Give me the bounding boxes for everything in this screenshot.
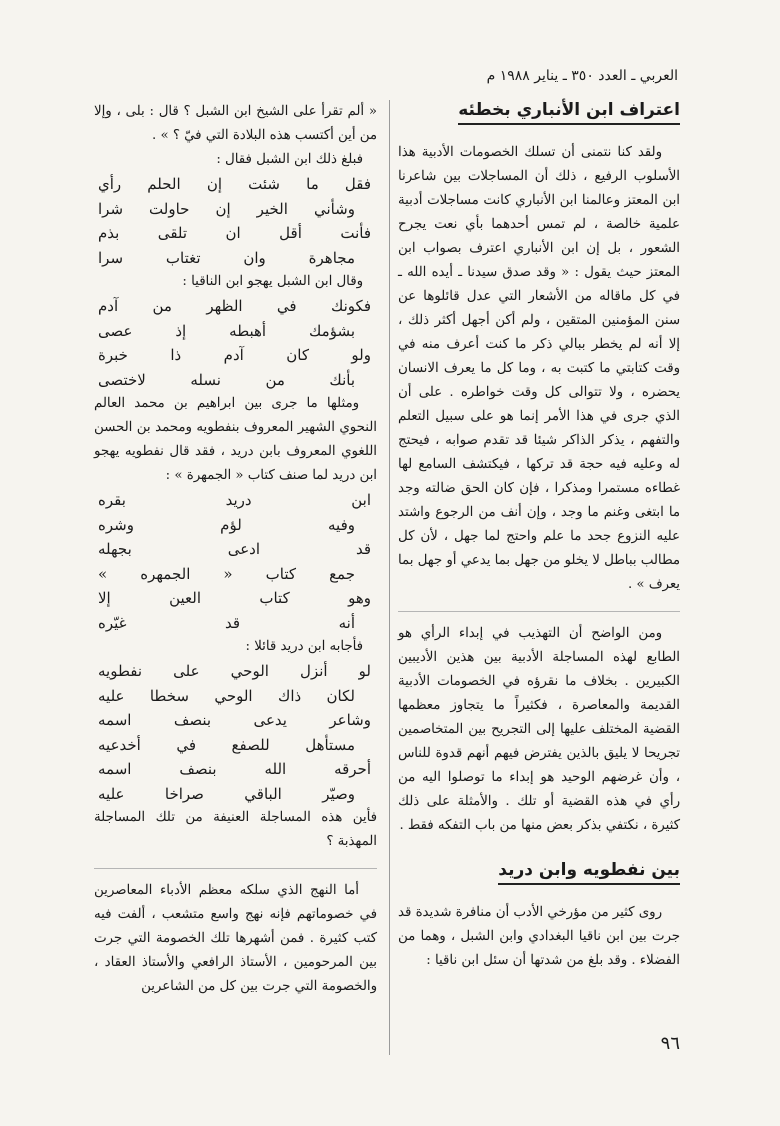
verse-line: فكونك في الظهر من آدم <box>98 297 371 315</box>
right-column <box>398 100 680 973</box>
verse-line: فأنت أقل ان تلقى بذم <box>98 224 371 242</box>
verse-line: فقل ما شئت إن الحلم رأي <box>98 175 371 193</box>
paragraph-separator <box>94 868 377 869</box>
verse-line: وشاعر يدعى بنصف اسمه <box>98 711 371 729</box>
outro-paragraph: فأين هذه المساجلة العنيفة من تلك المساجلة المهذبة ؟ <box>94 810 377 849</box>
paragraph-2: ومن الواضح أن التهذيب في إبداء الرأي هو الطابع لهذه المساجلة الأدبية بين هذين الأديبين الكبيرين . بخلاف ما نقرؤه في الخصومات الأدبية القديمة والمعاصرة ، فكثيراً ما يتجاوز معظمها القضية المختلف عليها إلى التجريح بين المتخاصمين تجريحا لا يليق بالذين يفترض فيهم أنهم قدوة للناس ، وأن غرضهم الوحيد هو إبداء ما توصلوا اليه من رأي في هذه القضية أو تلك . والأمثلة على ذلك كثيرة ، نكتفي بذكر بعض منها من باب التفكه فقط . <box>398 626 680 833</box>
verse-line: أحرقه الله بنصف اسمه <box>98 760 371 778</box>
verse-line: أنه قد غيّره <box>98 613 355 632</box>
paragraph-1: ولقد كنا نتمنى أن تسلك الخصومات الأدبية هذا الأسلوب الرفيع ، ذلك أن المساجلات بين شاعرنا ابن المعتز وعالمنا ابن الأنباري كانت مساجلات أدبية علمية خالصة ، لم تمس أحدهما بأي نعت يجرح الشعور ، بل إن ابن الأنباري اعترف بصواب ابن المعتز حيث يقول : « وقد صدق سيدنا ـ أيده الله ـ في كل ماقاله من الأشعار التي عدل قائلوها عن سنن المؤمنين المتقين ، ولم أكن أجهل أكثر ذلك ، إلا أنه لم يخطر ببالي ذكر ما كنت أعرف منه في وقت كتابتي ما كتبت به ، وما كل ما يعرف الانسان يحضره ، ولا تتوالى كل وقت خواطره . على أن الذي جرى في هذا الأمر إنما هو على سبيل التعلم والتفهم ، يذكر الذاكر شيئا قد تقدم صوابه ، فيحتج له وعليه فيه حجة قد تركها ، فيكتشف السامع لها غطاءه مستمرا ومذكرا ، فإن كان الحق ضالته وجد ما ابتغى وغنم ما وجد ، وإن أنف من الرجوع واشتد عليه النزوع جحد ما علم واحتج لما جهل ، لأن كل مطالب بباطل لا يخلو من جهل بما يدعي أو جهل بما يعرف » . <box>398 145 680 592</box>
intro-line-1: فبلغ ذلك ابن الشبل فقال : <box>216 152 363 167</box>
poem-2 <box>94 294 377 392</box>
poem-1 <box>94 172 377 270</box>
intro-line-2: وقال ابن الشبل يهجو ابن الناقيا : <box>182 274 363 289</box>
paragraph-separator <box>398 611 680 612</box>
verse-line: ابن دريد بقره <box>98 491 371 509</box>
verse-line: بشؤمك أهبطه إذ عصى <box>98 321 355 340</box>
verse-line: جمع كتاب « الجمهره » <box>98 564 355 583</box>
section-title-ibn-al-anbari: اعتراف ابن الأنباري بخطئه <box>458 100 680 125</box>
verse-line: وفيه لؤم وشره <box>98 515 355 534</box>
verse-line: مستأهل للصفع في أخدعيه <box>98 735 355 754</box>
paragraph-3: روى كثير من مؤرخي الأدب أن منافرة شديدة قد جرت بين ابن ناقيا البغدادي وابن الشبل ، وهما من الفضلاء . وقد بلغ من شدتها أن سئل ابن ناقيا : <box>398 905 680 968</box>
verse-line: ولو كان آدم ذا خبرة <box>98 346 371 364</box>
left-column <box>94 100 377 999</box>
verse-line: وصيّر الباقي صراخا عليه <box>98 784 355 803</box>
final-paragraph: أما النهج الذي سلكه معظم الأدباء المعاصرين في خصوماتهم فإنه نهج واسع متشعب ، ألفت فيه كتب كثيرة . فمن أشهرها تلك الخصومة التي جرت بين المرحومين ، الأستاذ الرافعي والأستاذ العقاد ، والخصومة التي جرت بين كل من الشاعرين <box>94 883 377 994</box>
section-title-niftawayh-ibn-durayd: بين نفطويه وابن دريد <box>498 860 680 885</box>
verse-line: بأنك من نسله لاختصى <box>98 370 355 389</box>
verse-line: لو أنزل الوحي على نفطويه <box>98 662 371 680</box>
verse-line: لكان ذاك الوحي سخطا عليه <box>98 686 355 705</box>
page-number: ٩٦ <box>660 1033 680 1054</box>
intro-paragraph-3: ومثلها ما جرى بين ابراهيم بن محمد العالم النحوي الشهير المعروف بنفطويه ومحمد بن الحسن اللغوي المعروف بابن دريد ، فقد قال نفطويه يهجو ابن دريد لما صنف كتاب « الجمهرة » : <box>94 396 377 483</box>
verse-line: وشأني الخير إن حاولت شرا <box>98 199 355 218</box>
poem-3 <box>94 488 377 635</box>
column-divider <box>389 100 390 1055</box>
verse-line: وهو كتاب العين إلا <box>98 589 371 607</box>
verse-line: قد ادعى بجهله <box>98 540 371 558</box>
intro-line-4: فأجابه ابن دريد قائلا : <box>245 639 363 654</box>
poem-4 <box>94 659 377 806</box>
verse-line: مجاهرة وان تغتاب سرا <box>98 248 355 267</box>
quote-paragraph: « ألم تقرأ على الشيخ ابن الشبل ؟ قال : بلى ، وإلا من أين أكتسب هذه البلادة التي فيّ ؟ » . <box>94 104 377 143</box>
running-head: العربي ـ العدد ٣٥٠ ـ يناير ١٩٨٨ م <box>486 68 678 84</box>
